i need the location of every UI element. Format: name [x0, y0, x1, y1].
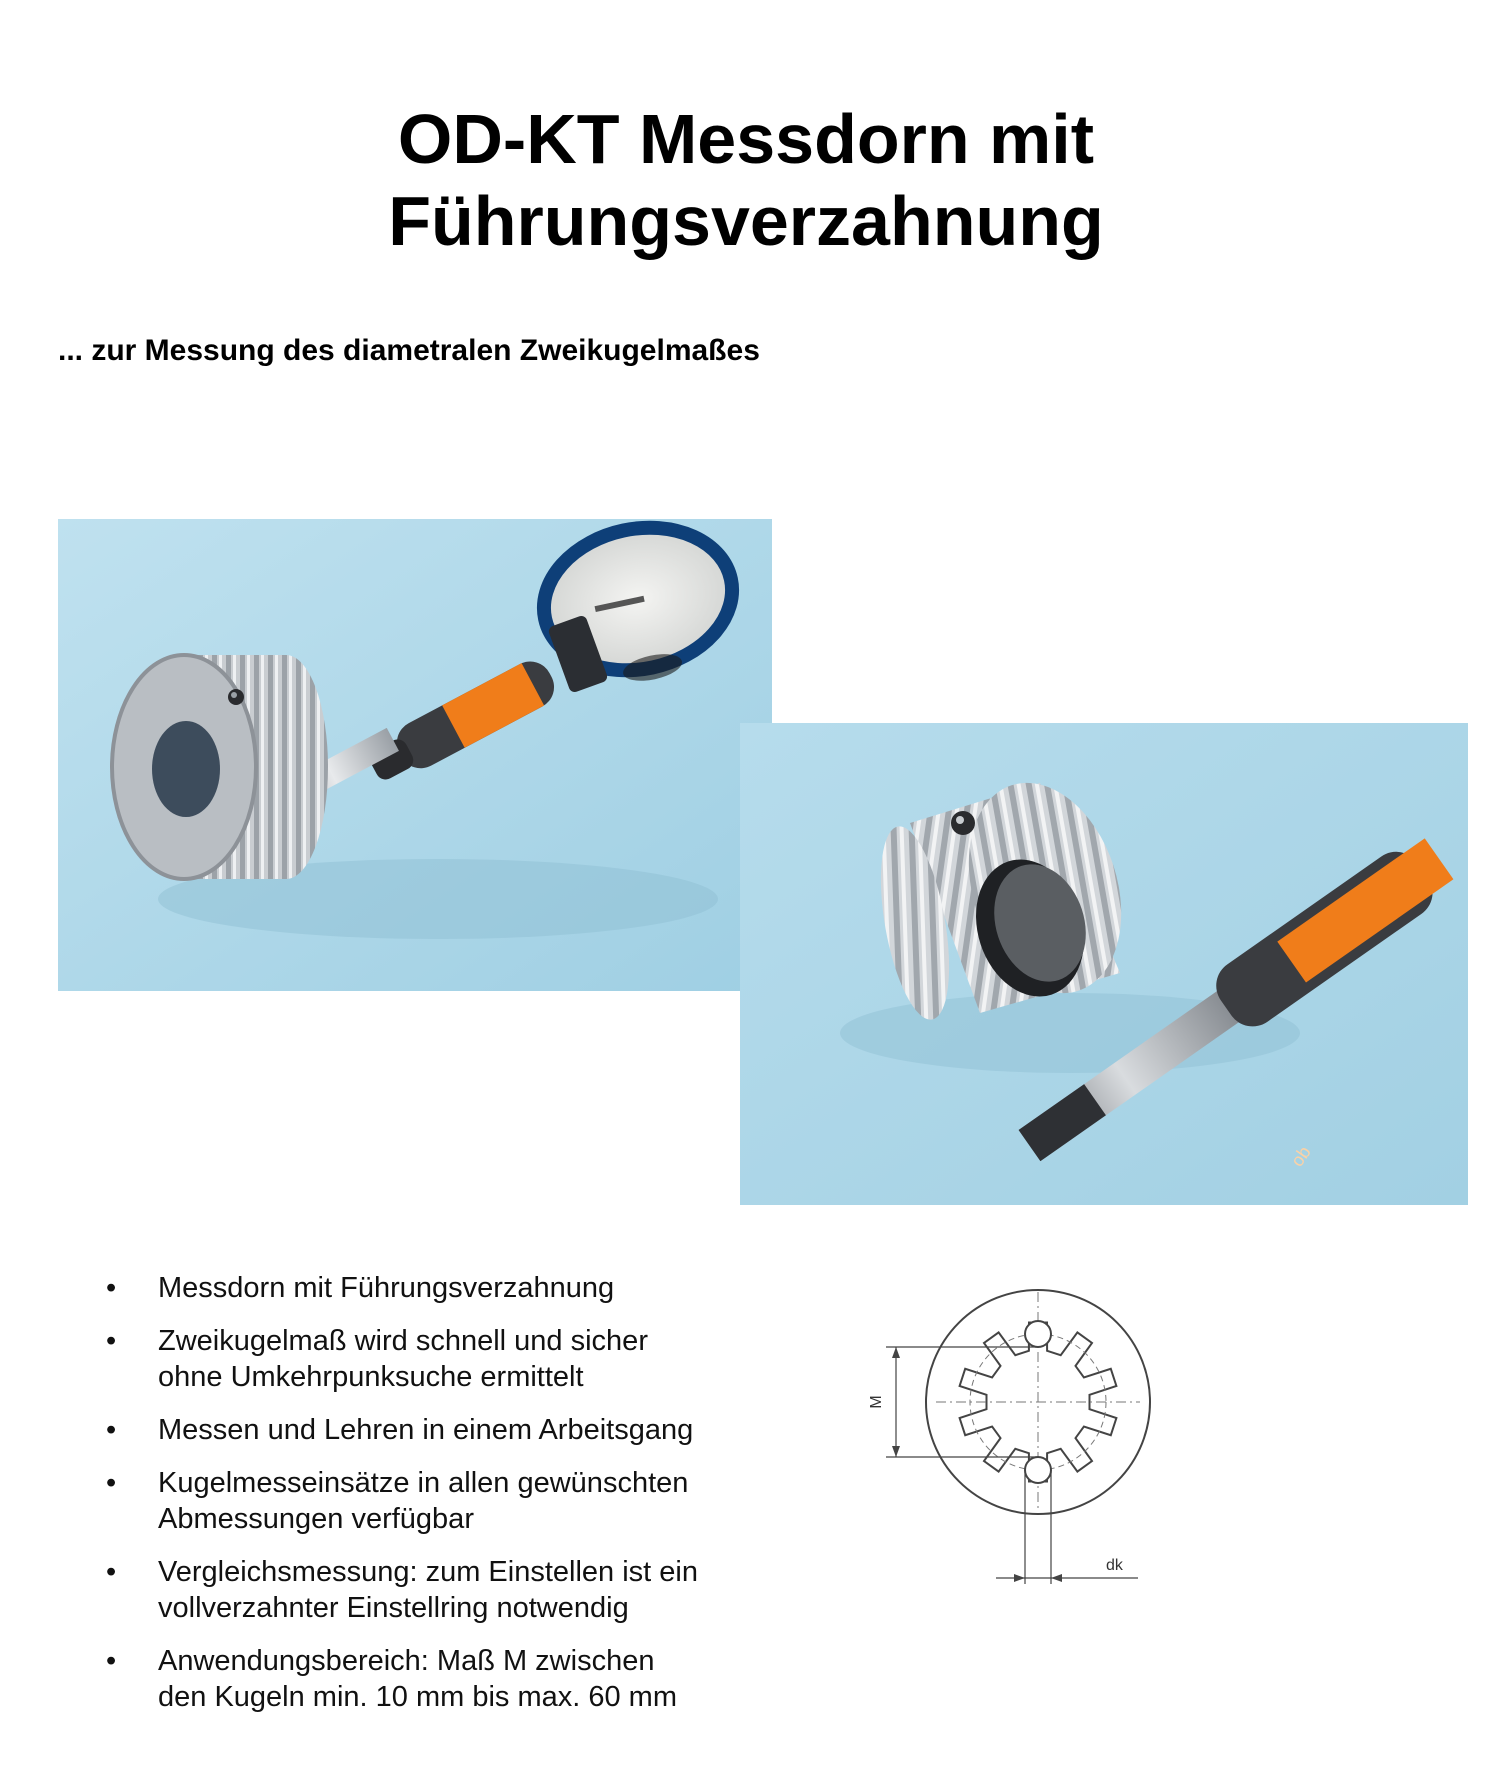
bullet-icon: •: [106, 1645, 117, 1677]
page-title-line-2: Führungsverzahnung: [388, 182, 1104, 260]
feature-list-item-line: Vergleichsmessung: zum Einstellen ist ein: [158, 1556, 698, 1588]
feature-list-item-line: Anwendungsbereich: Maß M zwischen: [158, 1645, 655, 1677]
page-title: [0, 98, 1492, 262]
bullet-icon: •: [106, 1467, 117, 1499]
dimension-m-arrow-bottom: [892, 1446, 900, 1457]
measurement-diagram: [866, 1262, 1170, 1598]
product-photo-dial-gauge: [58, 519, 772, 991]
product-photo-closeup: [740, 723, 1468, 1205]
bullet-icon: •: [106, 1414, 117, 1446]
feature-list-item-line: vollverzahnter Einstellring notwendig: [158, 1592, 629, 1624]
measuring-ball-top: [1025, 1321, 1051, 1347]
feature-list-item-line: Messen und Lehren in einem Arbeitsgang: [158, 1414, 694, 1446]
feature-list-item: [106, 1412, 786, 1448]
page-title-line-1: OD-KT Messdorn mit: [397, 100, 1095, 178]
photo-handle-label: ob: [1286, 1142, 1315, 1171]
feature-list-item-line: Abmessungen verfügbar: [158, 1503, 474, 1535]
feature-list-item-line: Messdorn mit Führungsverzahnung: [158, 1272, 615, 1304]
feature-list-item-line: den Kugeln min. 10 mm bis max. 60 mm: [158, 1681, 677, 1713]
measuring-ball-bottom: [1025, 1457, 1051, 1483]
feature-list-item-line: Kugelmesseinsätze in allen gewünschten: [158, 1467, 689, 1499]
bullet-icon: •: [106, 1325, 117, 1357]
dimension-dk-label: dk: [1106, 1557, 1123, 1574]
dimension-dk-arrow-left: [1014, 1574, 1025, 1582]
feature-list-item: [106, 1643, 786, 1715]
bullet-icon: •: [106, 1272, 117, 1304]
dimension-m-label: M: [868, 1395, 885, 1409]
feature-list-item-line: ohne Umkehrpunksuche ermittelt: [158, 1361, 584, 1393]
page-subtitle: ... zur Messung des diametralen Zweikugelmaßes: [58, 334, 760, 367]
feature-list-item: [106, 1270, 786, 1306]
feature-list-item-line: Zweikugelmaß wird schnell und sicher: [158, 1325, 648, 1357]
bullet-icon: •: [106, 1556, 117, 1588]
feature-list: [106, 1270, 786, 1732]
feature-list-item: [106, 1465, 786, 1537]
dimension-dk-arrow-right: [1051, 1574, 1062, 1582]
feature-list-item: [106, 1554, 786, 1626]
dimension-m-arrow-top: [892, 1347, 900, 1358]
feature-list-item: [106, 1323, 786, 1395]
